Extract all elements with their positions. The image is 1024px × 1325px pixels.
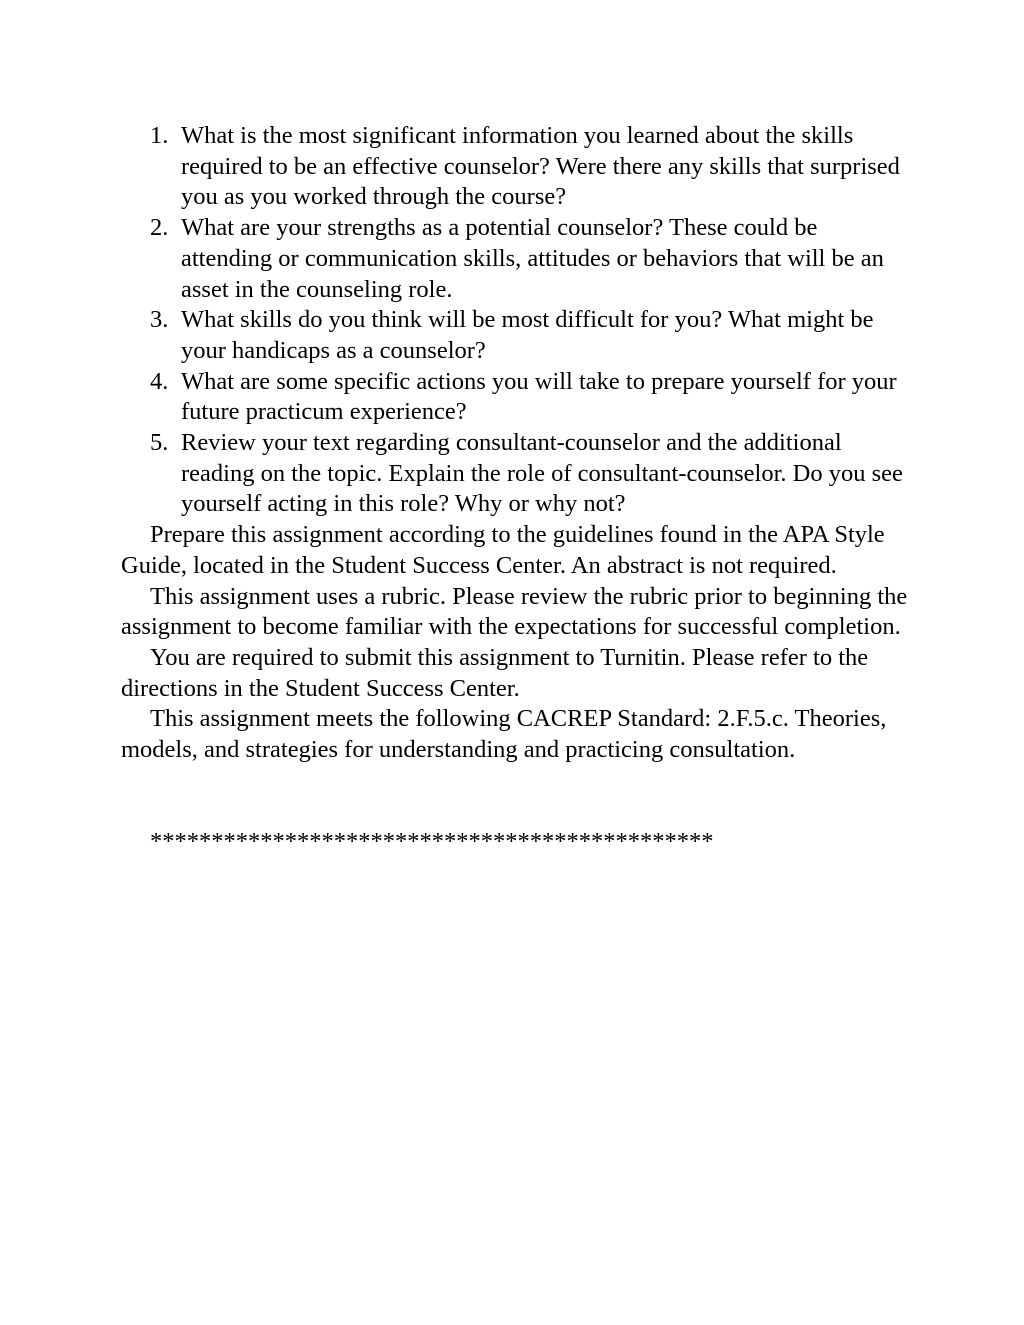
rubric-paragraph: This assignment uses a rubric. Please review the rubric prior to beginning the assignment to become familiar with the expectations for successful completion. bbox=[121, 582, 908, 641]
question-text: What are some specific actions you will take to prepare yourself for your future practicum experience? bbox=[181, 367, 897, 426]
question-list bbox=[121, 121, 911, 520]
apa-instructions-paragraph: Prepare this assignment according to the guidelines found in the APA Style Guide, located in the Student Success Center. An abstract is not required. bbox=[121, 521, 885, 579]
document-page bbox=[121, 121, 911, 857]
question-number: 2. bbox=[150, 214, 169, 242]
separator-asterisks: ********************************************** bbox=[150, 827, 714, 855]
question-number: 5. bbox=[150, 429, 169, 457]
question-text: What skills do you think will be most difficult for you? What might be your handicaps as a counselor? bbox=[181, 306, 874, 364]
question-number: 3. bbox=[150, 306, 169, 334]
question-text: Review your text regarding consultant-counselor and the additional reading on the topic. Explain the role of consultant-counselor. Do you see yourself acting in this role? Why or why not? bbox=[181, 429, 903, 518]
question-text: What is the most significant information you learned about the skills required to be an effective counselor? Were there any skills that surprised you as you worked through the course? bbox=[181, 122, 900, 211]
question-item bbox=[121, 367, 911, 428]
turnitin-paragraph: You are required to submit this assignment to Turnitin. Please refer to the directions in the Student Success Center. bbox=[121, 643, 869, 702]
question-item bbox=[121, 305, 911, 366]
question-item bbox=[121, 121, 911, 213]
cacrep-standard-paragraph: This assignment meets the following CACREP Standard: 2.F.5.c. Theories, models, and strategies for understanding and practicing consultation. bbox=[121, 705, 887, 764]
question-item bbox=[121, 428, 911, 520]
question-item bbox=[121, 213, 911, 305]
question-number: 1. bbox=[150, 122, 169, 149]
question-number: 4. bbox=[150, 367, 169, 395]
question-text: What are your strengths as a potential counselor? These could be attending or communication skills, attitudes or behaviors that will be an asset in the counseling role. bbox=[181, 214, 884, 303]
